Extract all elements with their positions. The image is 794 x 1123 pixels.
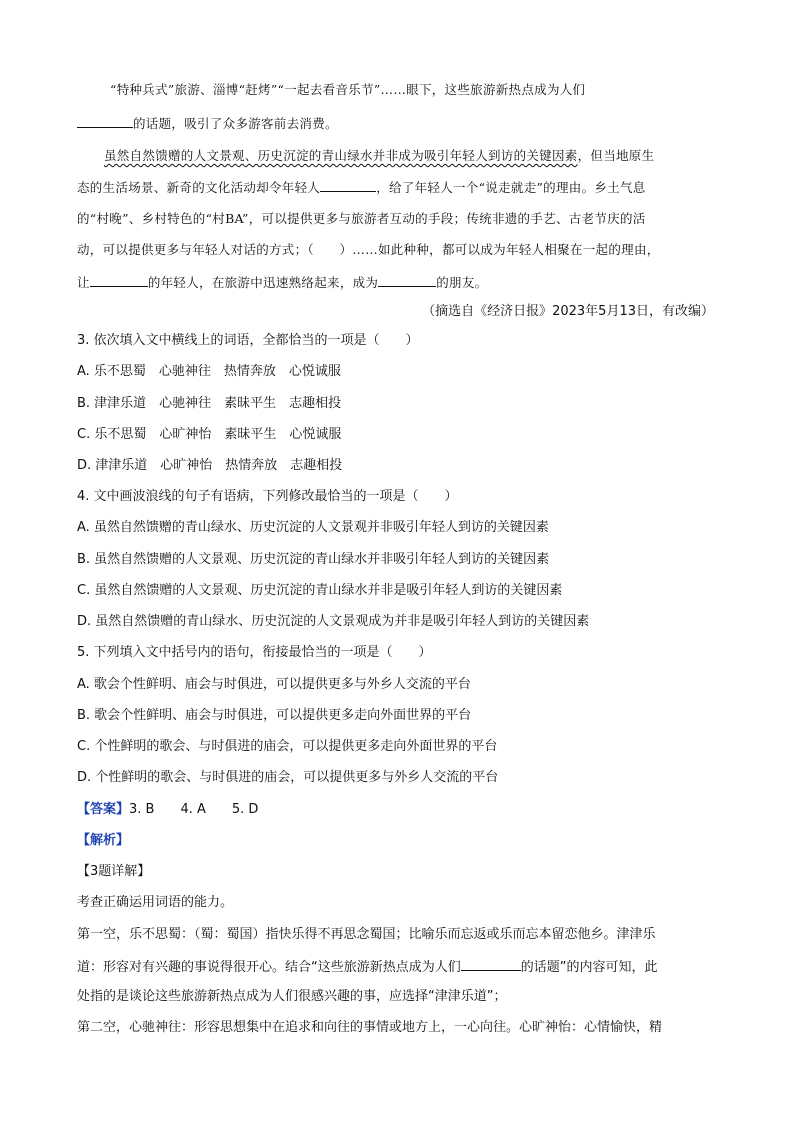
passage-line-3 [104,146,654,166]
passage-text: 的年轻人，在旅游中迅速熟络起来，成为 [147,275,379,290]
fill-blank-3 [90,272,148,287]
question-5-option-b: B. 歌会个性鲜明、庙会与时俱进，可以提供更多走向外面世界的平台 [77,708,472,723]
question-3-option-a: A. 乐不思蜀 心驰神往 热情奔放 心悦诚服 [77,364,341,379]
analysis-line-5: 第二空，心驰神往：形容思想集中在追求和向往的事情或地方上，一心向往。心旷神怡：心情愉快，精 [77,1020,663,1035]
source-citation [422,302,714,322]
answer-label: 【答案】 [77,802,130,817]
question-4-stem: 4. 文中画波浪线的句子有语病，下列修改最恰当的一项是（ ） [77,489,458,504]
answer-line [77,800,258,820]
analysis-section-heading: 【3题详解】 [77,864,151,879]
passage-text: 的“村晚”、乡村特色的“村BA”，可以提供更多与旅游者互动的手段；传统非遗的手艺、古老节庆的活 [77,211,646,226]
passage-text: 让 [77,275,90,290]
analysis-text: 道：形容对有兴趣的事说得很开心。结合“这些旅游新热点成为人们 [77,960,461,975]
passage-text: ，给了年轻人一个“说走就走”的理由。乡土气息 [376,180,646,195]
question-4-option-d: D. 虽然自然馈赠的青山绿水、历史沉淀的人文景观成为并非是吸引年轻人到访的关键因素 [77,614,590,629]
passage-line-7 [77,272,487,293]
passage-line-4 [77,177,646,198]
fill-blank-1 [77,113,133,128]
question-3-option-c: C. 乐不思蜀 心旷神怡 素昧平生 心悦诚服 [77,427,342,442]
passage-text: 的朋友。 [436,275,488,290]
passage-line-2 [77,113,338,134]
passage-text: 态的生活场景、新奇的文化活动却令年轻人 [77,180,321,195]
fill-blank-2 [320,177,376,192]
analysis-line-3 [77,956,658,978]
source-text: （摘选自《经济日报》2023年5月13日，有改编） [422,304,714,319]
fill-blank-quote [461,956,521,971]
answer-values: 3. B 4. A 5. D [129,802,259,817]
question-5-option-d: D. 个性鲜明的歌会、与时俱进的庙会，可以提供更多与外乡人交流的平台 [77,770,499,785]
passage-line-5 [77,209,646,229]
question-5-stem: 5. 下列填入文中括号内的语句，衔接最恰当的一项是（ ） [77,645,432,660]
analysis-label-text: 【解析】 [77,833,130,848]
question-5-option-c: C. 个性鲜明的歌会、与时俱进的庙会，可以提供更多走向外面世界的平台 [77,739,498,754]
wavy-underlined-sentence: 虽然自然馈赠的人文景观、历史沉淀的青山绿水并非成为吸引年轻人到访的关键因素 [104,148,578,163]
passage-text: ，但当地原生 [577,148,655,163]
question-4-option-c: C. 虽然自然馈赠的人文景观、历史沉淀的青山绿水并非是吸引年轻人到访的关键因素 [77,583,563,598]
analysis-text: 的话题”的内容可知，此 [520,960,658,975]
fill-blank-4 [378,272,436,287]
question-4-option-a: A. 虽然自然馈赠的青山绿水、历史沉淀的人文景观并非吸引年轻人到访的关键因素 [77,520,549,535]
passage-line-1 [110,80,585,100]
passage-line-6 [77,240,660,260]
analysis-line-1: 考查正确运用词语的能力。 [77,895,234,910]
analysis-label [77,831,129,851]
question-3-stem: 3. 依次填入文中横线上的词语，全都恰当的一项是（ ） [77,333,419,348]
question-4-option-b: B. 虽然自然馈赠的人文景观、历史沉淀的青山绿水并非吸引年轻人到访的关键因素 [77,552,550,567]
question-5-option-a: A. 歌会个性鲜明、庙会与时俱进，可以提供更多与外乡人交流的平台 [77,677,471,692]
passage-text: 动，可以提供更多与年轻人对话的方式；（ ）……如此种种，都可以成为年轻人相聚在一起的理由， [77,242,660,257]
passage-text: “特种兵式”旅游、淄博“赶烤”“一起去看音乐节”……眼下，这些旅游新热点成为人们 [110,82,586,97]
passage-text: 的话题，吸引了众多游客前去消费。 [133,116,338,131]
question-3-option-d: D. 津津乐道 心旷神怡 热情奔放 志趣相投 [77,458,343,473]
analysis-line-2: 第一空，乐不思蜀：（蜀：蜀国）指快乐得不再思念蜀国；比喻乐而忘返或乐而忘本留恋他乡。津津乐 [77,927,656,942]
question-3-option-b: B. 津津乐道 心驰神往 素昧平生 志趣相投 [77,396,342,411]
analysis-line-4: 处指的是谈论这些旅游新热点成为人们很感兴趣的事，应选择“津津乐道”； [77,989,507,1004]
